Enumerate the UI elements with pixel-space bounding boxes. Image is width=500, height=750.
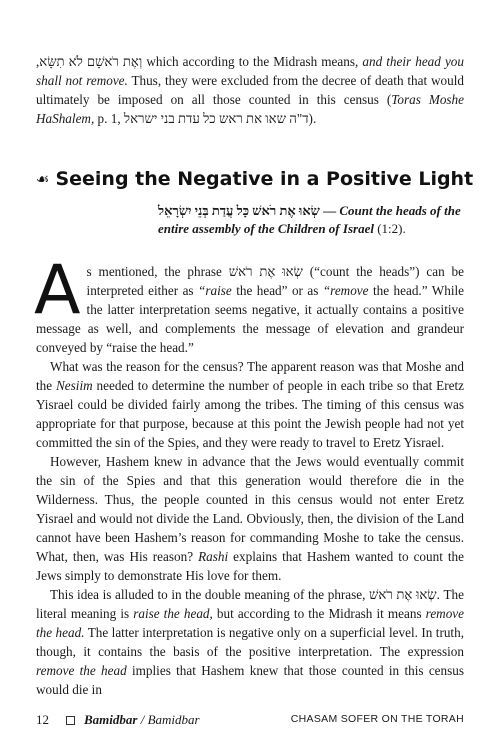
paragraph-3 <box>36 452 464 585</box>
italic-run: raise the head, <box>133 606 213 621</box>
intro-text: p. 1, <box>94 111 124 126</box>
italic-run: remove the head. <box>36 606 464 640</box>
body-text <box>34 251 465 699</box>
text-run: the head.” While the latter interpretation seems negative, it actually contains a positive message as well, and complements the message of elevation and grandeur conveyed by “raise the head.” <box>36 283 464 355</box>
book-name-secondary: Bamidbar <box>147 712 200 727</box>
italic-run: “raise <box>198 283 232 298</box>
verse-hebrew: שְׂאוּ אֶת רֹאשׁ כָּל עֲדַת בְּנֵי יִשְׂרָאֵל <box>158 203 320 218</box>
italic-run: “remove <box>322 283 369 298</box>
italic-run: remove the head <box>36 663 127 678</box>
intro-paragraph <box>36 52 464 128</box>
book-name: Bamidbar <box>84 712 138 727</box>
text-run: needed to determine the number of people in each tribe so that Eretz Yisrael could be divided fairly among the tribes. The timing of this census was appropriate for that purpose, because at this point the Jewish people had not yet committed the sin of the Spies, and they were ready to travel to Eretz Yisrael. <box>36 378 464 450</box>
text-run: However, Hashem knew in advance that the Jews would eventually commit the sin of the Spies and that this generation would therefore die in the Wilderness. Thus, the people counted in this census would not enter Eretz Yisrael and would not divide the Land. Obviously, then, the division of the Land cannot have been Hashem’s reason for commanding Moshe to take the census. What, then, was His reason? <box>36 454 464 564</box>
text-run: but according to the Midrash it means <box>212 606 426 621</box>
text-run: (“count the heads”) can be interpreted either as <box>86 264 465 298</box>
source-title: Toras Moshe HaShalem, <box>36 92 464 126</box>
italic-run: Rashi <box>198 549 229 564</box>
intro-italic: and their head you shall not remove. <box>36 54 464 88</box>
intro-text: Thus, they were excluded from the decree of death that would ultimately be imposed on all those counted in this census ( <box>36 73 464 107</box>
italic-run: Nesiim <box>56 378 93 393</box>
text-run: s mentioned, the phrase <box>86 264 229 279</box>
series-title: CHASAM SOFER ON THE TORAH <box>290 713 464 725</box>
text-run: What was the reason for the census? The apparent reason was that Moshe and the <box>36 359 464 393</box>
verse-citation <box>158 202 464 238</box>
text-run: implies that Hashem knew that those counted in this census would die in <box>36 663 464 697</box>
square-bullet-icon <box>66 716 75 725</box>
hebrew-phrase: שְׂאוּ אֶת רֹאשׁ <box>228 264 303 279</box>
intro-text: ). <box>308 111 317 126</box>
text-run: explains that Hashem wanted to count the Jews simply to demonstrate His love for them. <box>36 549 464 583</box>
book-title <box>84 712 200 728</box>
verse-english: Count the heads of the entire assembly of the Children of Israel <box>158 203 461 236</box>
text-run: . The literal meaning is <box>36 587 464 621</box>
text-run: This idea is alluded to in the double meaning of the phrase, <box>50 587 370 602</box>
paragraph-2 <box>36 357 464 452</box>
hebrew-quote: וְאֶת רֹאשָׁם לֹא תִשָּׂא, <box>36 54 143 69</box>
hebrew-reference: ד"ה שאו את ראש כל עדת בני ישראל <box>123 111 309 126</box>
intro-text: which according to the Midrash means, <box>142 54 363 69</box>
text-run: the head” or as <box>231 283 323 298</box>
section-heading <box>36 168 474 190</box>
verse-dash: — <box>319 203 340 218</box>
page-footer <box>36 712 464 732</box>
text-run: The latter interpretation is negative only on a superficial level. In truth, though, it contains the basis of the positive interpretation. The expression <box>36 625 464 659</box>
drop-cap: A <box>34 251 81 330</box>
book-separator: / <box>137 712 148 727</box>
section-title-text: Seeing the Negative in a Positive Light <box>55 168 474 190</box>
page-number: 12 <box>36 712 49 727</box>
fleuron-icon: ☙ <box>36 170 50 188</box>
paragraph-4 <box>36 585 464 699</box>
verse-reference: (1:2). <box>373 221 406 236</box>
hebrew-phrase: שְׂאוּ אֶת רֹאשׁ <box>369 587 437 602</box>
paragraph-1 <box>34 251 465 357</box>
